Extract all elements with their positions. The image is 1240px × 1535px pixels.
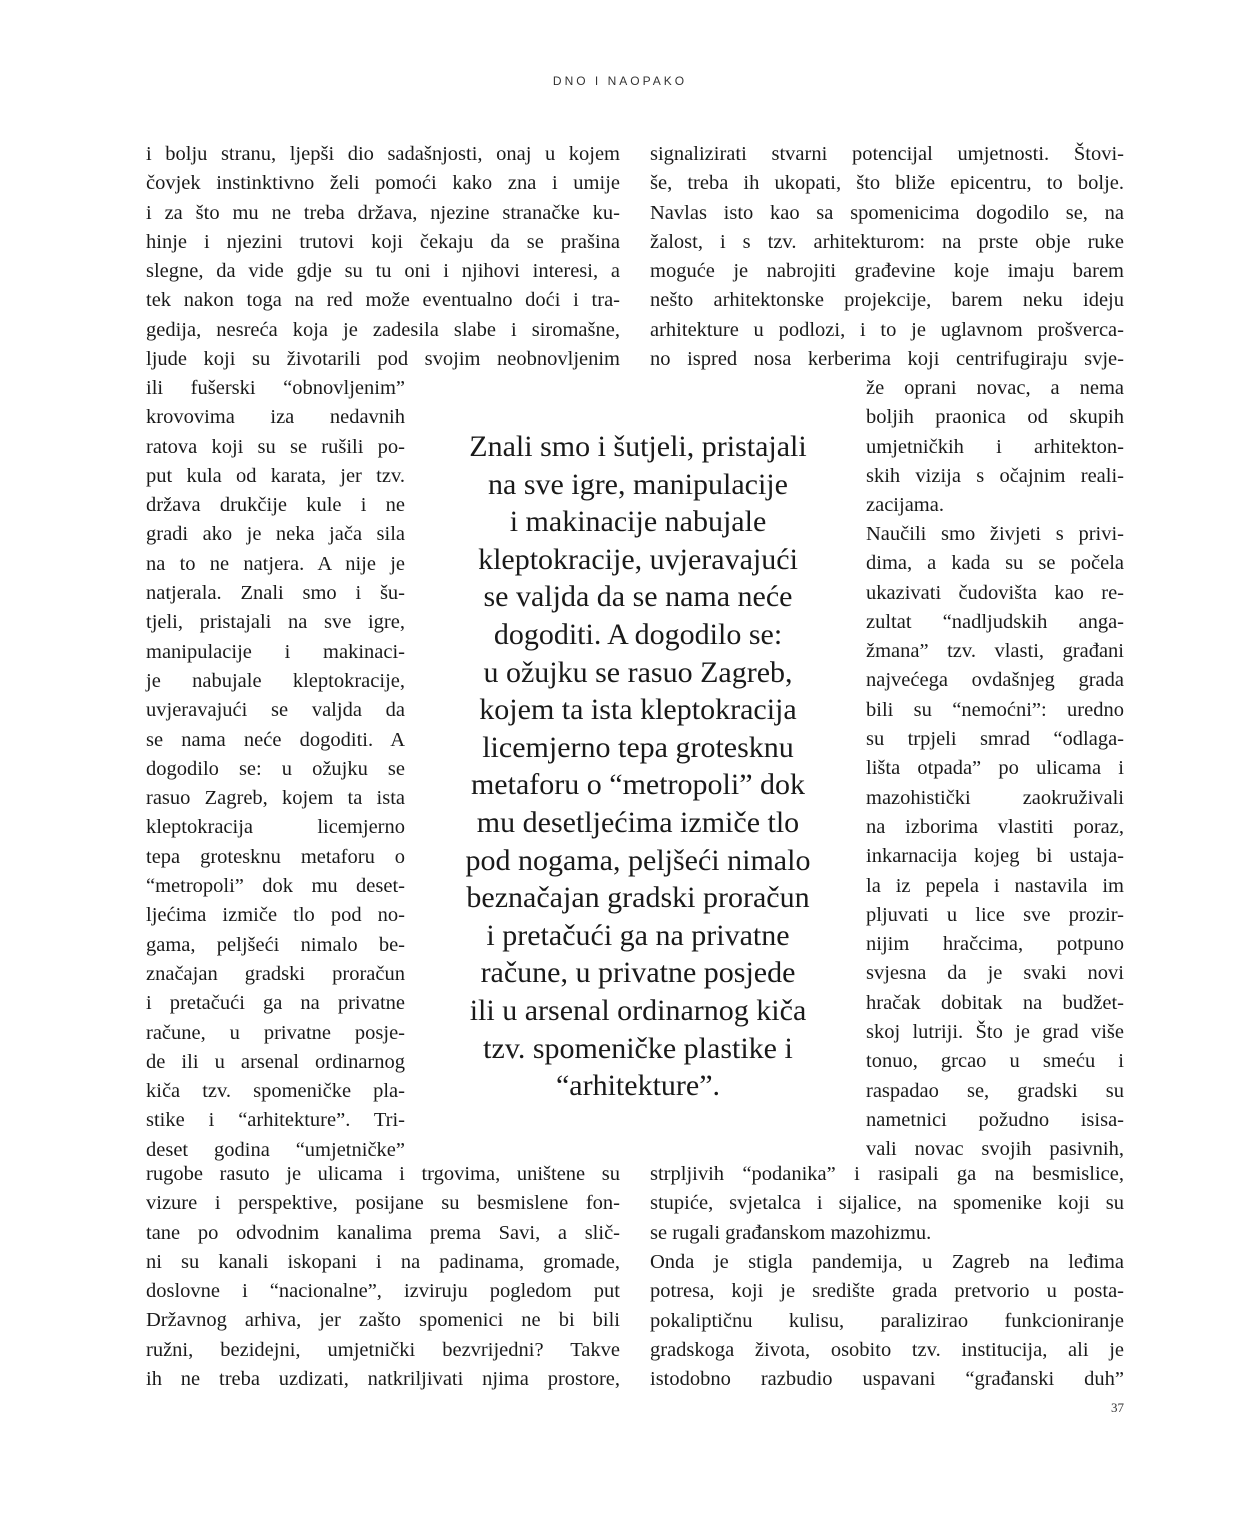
pull-quote-line: kojem ta ista kleptokracija: [479, 693, 797, 727]
pull-quote-line: u ožujku se rasuo Zagreb,: [483, 655, 793, 689]
text-line: nešto arhitektonske projekcije, barem neku ideju: [650, 289, 1124, 312]
text-line: lišta otpada” po ulicama i: [866, 757, 1124, 780]
left-column-narrow: [146, 374, 405, 1165]
text-line: gedija, nesreća koja je zadesila slabe i siromašne,: [146, 318, 620, 341]
pull-quote-line: mu desetljećima izmiče tlo: [476, 805, 800, 839]
text-line: Državnog arhiva, jer zašto spomenici ne bi bili: [146, 1309, 620, 1332]
text-line: bili su “nemoćni”: uredno: [866, 698, 1124, 721]
text-line: na to ne natjera. A nije je: [146, 552, 405, 575]
text-line: na izborima vlastiti poraz,: [866, 815, 1124, 838]
text-line: rugobe rasuto je ulicama i trgovima, uništene su: [146, 1163, 620, 1185]
text-line: natjerala. Znali smo i šu-: [146, 582, 405, 605]
text-line: tonuo, grcao u smeću i: [866, 1050, 1124, 1073]
pull-quote-line: račune, u privatne posjede: [480, 956, 796, 990]
pull-quote-line: i pretačući ga na privatne: [486, 918, 790, 952]
text-line: nijim hračcima, potpuno: [866, 933, 1124, 956]
text-line: skih vizija s očajnim reali-: [866, 464, 1124, 487]
pull-quote-line: na sve igre, manipulacije: [488, 467, 788, 501]
text-line: tjeli, pristajali na sve igre,: [146, 611, 405, 634]
text-line: ružni, bezidejni, umjetnički bezvrijedni? Takve: [146, 1338, 620, 1361]
text-line: vali novac svojih pasivnih,: [866, 1138, 1124, 1161]
text-line: mazohistički zaokruživali: [866, 786, 1124, 809]
text-line: umjetničkih i arhitekton-: [866, 435, 1124, 458]
text-line: boljih praonica od skupih: [866, 406, 1124, 429]
text-line: ljećima izmiče tlo pod no-: [146, 904, 405, 927]
text-line: deset godina “umjetničke”: [146, 1138, 405, 1161]
text-line: skoj lutriji. Što je grad više: [866, 1021, 1124, 1044]
text-line: stike i “arhitekture”. Tri-: [146, 1109, 405, 1132]
text-line: doslovne i “nacionalne”, izviruju pogledom put: [146, 1280, 620, 1303]
text-line: no ispred nosa kerberima koji centrifugiraju svje-: [650, 348, 1124, 371]
text-line: la iz pepela i nastavila im: [866, 874, 1124, 897]
text-line: hračak dobitak na budžet-: [866, 991, 1124, 1014]
text-line: žalost, i s tzv. arhitekturom: na prste obje ruke: [650, 230, 1124, 253]
pull-quote-line: “arhitekture”.: [555, 1069, 721, 1103]
text-line: žmana” tzv. vlasti, građani: [866, 640, 1124, 663]
text-line: manipulacije i makinaci-: [146, 640, 405, 663]
pull-quote-line: i makinacije nabujale: [509, 505, 767, 539]
text-line: strpljivih “podanika” i rasipali ga na besmislice,: [650, 1163, 1124, 1185]
text-line: nametnici požudno isisa-: [866, 1108, 1124, 1131]
text-line: “metropoli” dok mu deset-: [146, 875, 405, 898]
page-number: 37: [1111, 1400, 1124, 1415]
text-line: arhitekture u podlozi, i to je uglavnom prošverca-: [650, 318, 1124, 341]
text-line: dogodilo se: u ožujku se: [146, 757, 405, 780]
text-line: čovjek instinktivno želi pomoći kako zna i umije: [146, 172, 620, 195]
text-line: de ili u arsenal ordinarnog: [146, 1050, 405, 1073]
text-line: gama, peljšeći nimalo be-: [146, 933, 405, 956]
text-line: se rugali građanskom mazohizmu.: [650, 1221, 932, 1244]
text-line: pokaliptičnu kulisu, paralizirao funkcioniranje: [650, 1309, 1124, 1332]
pull-quote-line: licemjerno tepa grotesknu: [482, 730, 794, 764]
text-line: kiča tzv. spomeničke pla-: [146, 1080, 405, 1103]
text-line: je nabujale kleptokracije,: [146, 669, 405, 692]
pull-quote-line: se valjda da se nama neće: [483, 580, 793, 614]
pull-quote-line: beznačajan gradski proračun: [466, 881, 810, 915]
text-line: ni su kanali iskopani i na padinama, gromade,: [146, 1250, 620, 1273]
text-line: i pretačući ga na privatne: [146, 992, 405, 1015]
pull-quote-line: kleptokracije, uvjeravajući: [478, 542, 798, 576]
text-line: ukazivati čudovišta kao re-: [866, 581, 1124, 604]
text-line: gradi ako je neka jača sila: [146, 523, 405, 546]
text-line: tane po odvodnim kanalima prema Savi, a slič-: [146, 1221, 620, 1244]
text-line: ili fušerski “obnovljenim”: [146, 377, 405, 399]
right-column-narrow-paragraph-1: [866, 374, 1124, 520]
text-line: Navlas isto kao sa spomenicima dogodilo se, na: [650, 201, 1124, 224]
text-line: zacijama.: [866, 494, 944, 517]
text-line: raspadao se, gradski su: [866, 1079, 1124, 1102]
pull-quote-line: Znali smo i šutjeli, pristajali: [469, 430, 807, 463]
pull-quote-line: pod nogama, peljšeći nimalo: [465, 843, 811, 877]
text-line: že oprani novac, a nema: [866, 377, 1124, 399]
text-line: država drukčije kule i ne: [146, 494, 405, 517]
running-header: DNO I NAOPAKO: [552, 74, 688, 88]
text-line: stupiće, svjetalca i sijalice, na spomenike koji su: [650, 1192, 1124, 1215]
text-line: Naučili smo živjeti s privi-: [866, 523, 1124, 545]
pull-quote-line: metaforu o “metropoli” dok: [470, 768, 806, 802]
text-line: kleptokracija licemjerno: [146, 816, 405, 839]
text-line: krovovima iza nedavnih: [146, 406, 405, 429]
text-line: gradskoga života, osobito tzv. institucija, ali je: [650, 1338, 1124, 1361]
text-line: tepa grotesknu metaforu o: [146, 845, 405, 868]
left-column-top: [146, 140, 620, 374]
text-line: pljuvati u lice sve prozir-: [866, 903, 1124, 926]
text-line: moguće je nabrojiti građevine koje imaju barem: [650, 260, 1124, 283]
text-line: uvjeravajući se valjda da: [146, 699, 405, 722]
text-line: tek nakon toga na red može eventualno doći i tra-: [146, 289, 620, 312]
text-line: ratova koji su se rušili po-: [146, 435, 405, 458]
right-column-bottom-paragraph-1: [650, 1160, 1124, 1248]
text-line: dima, a kada su se počela: [866, 552, 1124, 575]
text-line: hinje i njezini trutovi koji čekaju da se prašina: [146, 230, 620, 253]
text-line: inkarnacija kojeg bi ustaja-: [866, 845, 1124, 868]
text-line: su trpjeli smrad “odlaga-: [866, 728, 1124, 751]
pull-quote-line: tzv. spomeničke plastike i: [483, 1031, 793, 1065]
text-line: i za što mu ne treba država, njezine stranačke ku-: [146, 201, 620, 224]
text-line: značajan gradski proračun: [146, 962, 405, 985]
text-line: zultat “nadljudskih anga-: [866, 610, 1124, 633]
text-line: najvećega ovdašnjeg grada: [866, 669, 1124, 692]
text-line: se nama neće dogoditi. A: [146, 728, 405, 751]
right-column-narrow-paragraph-2: [866, 520, 1124, 1165]
text-line: slegne, da vide gdje su tu oni i njihovi interesi, a: [146, 260, 620, 283]
text-line: signalizirati stvarni potencijal umjetnosti. Štovi-: [650, 143, 1124, 165]
pull-quote: [420, 428, 856, 1105]
text-line: potresa, koji je središte grada pretvorio u posta-: [650, 1280, 1124, 1303]
text-line: put kula od karata, jer tzv.: [146, 464, 405, 487]
text-line: vizure i perspektive, posijane su besmislene fon-: [146, 1192, 620, 1215]
text-line: račune, u privatne posje-: [146, 1021, 405, 1044]
pull-quote-line: ili u arsenal ordinarnog kiča: [469, 993, 807, 1027]
text-line: ljude koji su životarili pod svojim neobnovljenim: [146, 348, 620, 371]
text-line: svjesna da je svaki novi: [866, 962, 1124, 985]
text-line: rasuo Zagreb, kojem ta ista: [146, 787, 405, 810]
text-line: istodobno razbudio uspavani “građanski duh”: [650, 1368, 1124, 1391]
text-line: Onda je stigla pandemija, u Zagreb na leđima: [650, 1251, 1124, 1273]
text-line: še, treba ih ukopati, što bliže epicentru, to bolje.: [650, 172, 1124, 195]
right-column-top: [650, 140, 1124, 374]
right-column-bottom-paragraph-2: [650, 1248, 1124, 1394]
text-line: ih ne treba uzdizati, natkriljivati njima prostore,: [146, 1368, 620, 1391]
text-line: i bolju stranu, ljepši dio sadašnjosti, onaj u kojem: [146, 143, 620, 165]
pull-quote-line: dogoditi. A dogodilo se:: [493, 617, 783, 651]
left-column-bottom: [146, 1160, 620, 1394]
